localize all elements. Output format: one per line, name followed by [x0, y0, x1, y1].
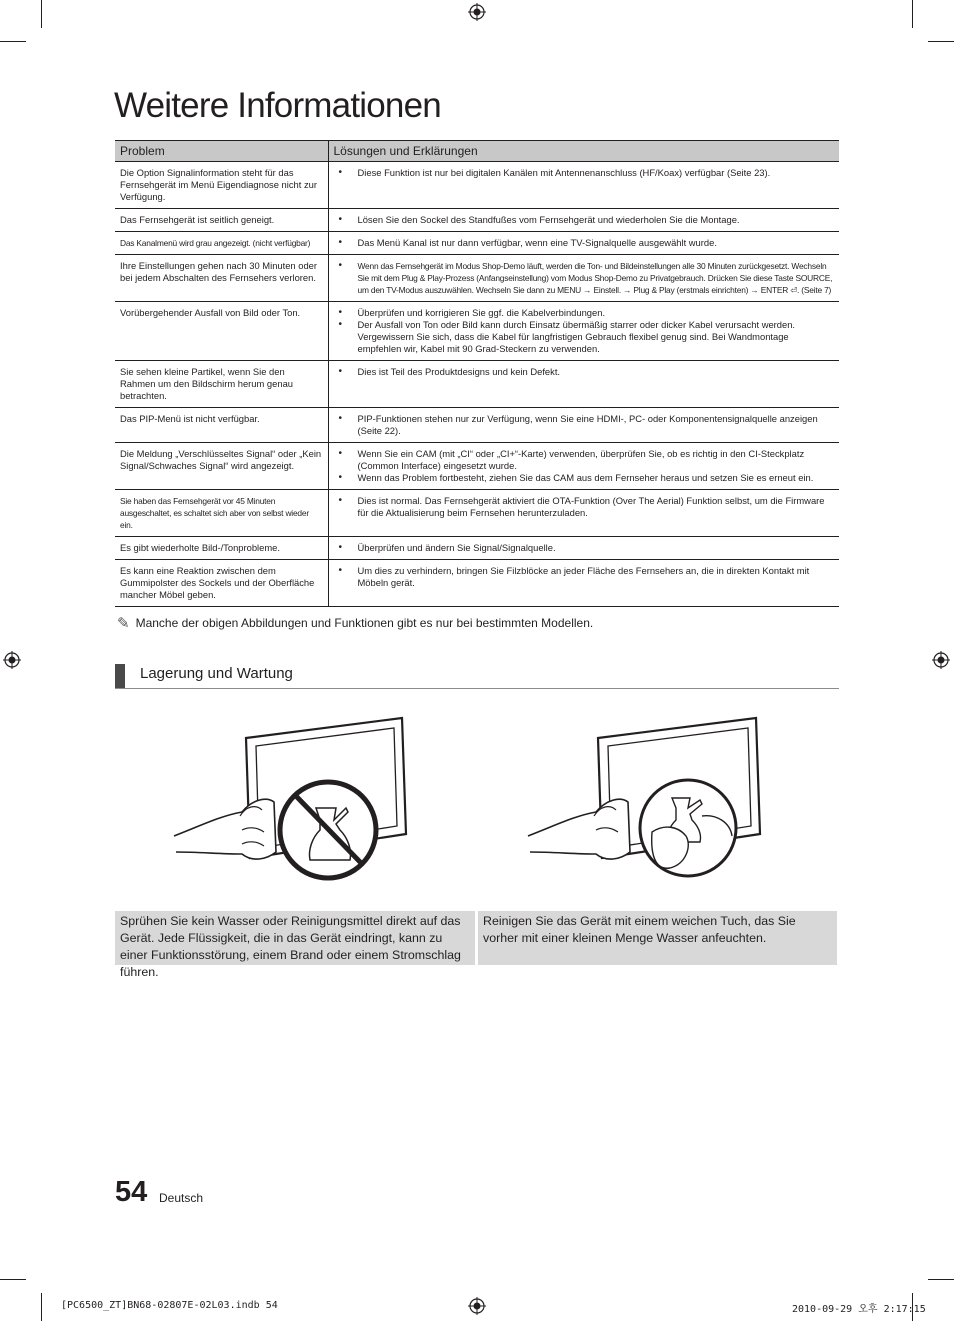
spray-on-cloth-icon	[524, 712, 764, 886]
solution-item: • Wenn das Problem fortbesteht, ziehen Sie das CAM aus dem Fernseher heraus und setzen Sie es erneut ein.	[334, 472, 835, 484]
footer-timestamp: 2010-09-29 오후 2:17:15	[792, 1304, 926, 1315]
registration-mark-icon	[932, 651, 950, 669]
crop-mark	[912, 0, 913, 28]
troubleshooting-table	[115, 140, 839, 607]
problem-cell: Vorübergehender Ausfall von Bild oder Ton.	[115, 302, 328, 361]
solution-item: • Diese Funktion ist nur bei digitalen Kanälen mit Antennenanschluss (HF/Koax) verfügbar (Seite 23).	[334, 167, 835, 179]
registration-mark-icon	[468, 3, 486, 21]
solution-cell	[328, 302, 839, 361]
solution-cell	[328, 443, 839, 490]
table-row	[115, 302, 839, 361]
solution-cell	[328, 490, 839, 537]
crop-mark	[928, 1279, 954, 1280]
column-header-solutions: Lösungen und Erklärungen	[328, 141, 839, 162]
problem-cell: Es gibt wiederholte Bild-/Tonprobleme.	[115, 537, 328, 560]
solution-item: • Wenn Sie ein CAM (mit „CI“ oder „CI+“-Karte) verwenden, überprüfen Sie, ob es richtig in den CI-Steckplatz (Common Interface) eingesetzt wurde.	[334, 448, 835, 472]
footer-file-info: [PC6500_ZT]BN68-02807E-02L03.indb 54	[61, 1300, 278, 1311]
page-language: Deutsch	[159, 1191, 204, 1205]
table-row	[115, 537, 839, 560]
table-row	[115, 361, 839, 408]
table-row	[115, 209, 839, 232]
table-row	[115, 560, 839, 607]
problem-cell: Es kann eine Reaktion zwischen dem Gummipolster des Sockels und der Oberfläche mancher Möbel geben.	[115, 560, 328, 607]
solution-cell	[328, 537, 839, 560]
solution-cell	[328, 209, 839, 232]
solution-item: • PIP-Funktionen stehen nur zur Verfügung, wenn Sie eine HDMI-, PC- oder Komponentensignalquelle anzeigen (Seite 22).	[334, 413, 835, 437]
solution-cell	[328, 232, 839, 255]
solution-cell	[328, 162, 839, 209]
crop-mark	[41, 1293, 42, 1321]
problem-cell: Das Fernsehgerät ist seitlich geneigt.	[115, 209, 328, 232]
solution-item: • Dies ist normal. Das Fernsehgerät aktiviert die OTA-Funktion (Over The Aerial) Funktion selbst, um die Firmware für die Aktualisierung beim Fernsehen herunterzuladen.	[334, 495, 835, 519]
model-note	[117, 614, 593, 632]
solution-item: • Überprüfen und korrigieren Sie ggf. die Kabelverbindungen.	[334, 307, 835, 319]
page-number: 54	[115, 1176, 148, 1208]
caption-do-not-spray: Sprühen Sie kein Wasser oder Reinigungsmittel direkt auf das Gerät. Jede Flüssigkeit, die in das Gerät eindringt, kann zu einer Funktionsstörung, einem Brand oder einem Stromschlag führen.	[115, 911, 475, 965]
pencil-note-icon: ✎	[117, 615, 130, 632]
table-row	[115, 443, 839, 490]
caption-clean-with-cloth: Reinigen Sie das Gerät mit einem weichen Tuch, das Sie vorher mit einer kleinen Menge Wasser anfeuchten.	[478, 911, 837, 965]
solution-item: • Dies ist Teil des Produktdesigns und kein Defekt.	[334, 366, 835, 378]
note-text: Manche der obigen Abbildungen und Funktionen gibt es nur bei bestimmten Modellen.	[135, 616, 594, 630]
problem-cell: Sie haben das Fernsehgerät vor 45 Minuten ausgeschaltet, es schaltet sich aber von selbst wieder ein.	[115, 490, 328, 537]
crop-mark	[41, 0, 42, 28]
solution-cell	[328, 255, 839, 302]
registration-mark-icon	[468, 1297, 486, 1315]
solution-item: • Der Ausfall von Ton oder Bild kann durch Einsatz übermäßig starrer oder dicker Kabel verursacht werden. Vergewissern Sie sich, dass die Kabel für langfristigen Gebrauch flexibel genug sind. Bei Wandmontage empfehlen wir, Kabel mit 90 Grad-Steckern zu verwenden.	[334, 319, 835, 355]
table-header-row	[115, 141, 839, 162]
solution-item: • Das Menü Kanal ist nur dann verfügbar, wenn eine TV-Signalquelle ausgewählt wurde.	[334, 237, 835, 249]
crop-mark	[0, 41, 26, 42]
solution-cell	[328, 361, 839, 408]
page-title: Weitere Informationen	[114, 86, 441, 125]
registration-mark-icon	[3, 651, 21, 669]
table-row	[115, 255, 839, 302]
problem-cell: Sie sehen kleine Partikel, wenn Sie den Rahmen um den Bildschirm herum genau betrachten.	[115, 361, 328, 408]
section-title: Lagerung und Wartung	[140, 665, 293, 682]
problem-cell: Die Meldung „Verschlüsseltes Signal“ oder „Kein Signal/Schwaches Signal“ wird angezeigt.	[115, 443, 328, 490]
problem-cell: Das PIP-Menü ist nicht verfügbar.	[115, 408, 328, 443]
problem-cell: Das Kanalmenü wird grau angezeigt. (nicht verfügbar)	[115, 232, 328, 255]
solution-cell	[328, 408, 839, 443]
column-header-problem: Problem	[115, 141, 328, 162]
solution-item: • Lösen Sie den Sockel des Standfußes vom Fernsehgerät und wiederholen Sie die Montage.	[334, 214, 835, 226]
table-row	[115, 162, 839, 209]
section-heading	[115, 664, 839, 689]
problem-cell: Die Option Signalinformation steht für das Fernsehgerät im Menü Eigendiagnose nicht zur Verfügung.	[115, 162, 328, 209]
solution-item: • Wenn das Fernsehgerät im Modus Shop-Demo läuft, werden die Ton- und Bildeinstellungen alle 30 Minuten zurückgesetzt. Wechseln Sie mit dem Plug & Play-Prozess (Anfangseinstellung) vom Modus Shop-Demo zu Privatgebrauch. Drücken Sie diese Taste SOURCE, um den TV-Modus auszuwählen. Wechseln Sie dann zu MENU → Einstell. → Plug & Play (erstmals einrichten) → ENTER ⏎. (Seite 7)	[334, 260, 835, 296]
crop-mark	[0, 1279, 26, 1280]
solution-item: • Überprüfen und ändern Sie Signal/Signalquelle.	[334, 542, 835, 554]
table-row	[115, 490, 839, 537]
table-row	[115, 232, 839, 255]
table-row	[115, 408, 839, 443]
no-spray-prohibition-icon	[170, 712, 410, 886]
section-bar	[115, 664, 125, 688]
solution-cell	[328, 560, 839, 607]
solution-item: • Um dies zu verhindern, bringen Sie Filzblöcke an jeder Fläche des Fernsehers an, die in direkten Kontakt mit Möbeln gerät.	[334, 565, 835, 589]
crop-mark	[928, 41, 954, 42]
problem-cell: Ihre Einstellungen gehen nach 30 Minuten oder bei jedem Abschalten des Fernsehers verloren.	[115, 255, 328, 302]
